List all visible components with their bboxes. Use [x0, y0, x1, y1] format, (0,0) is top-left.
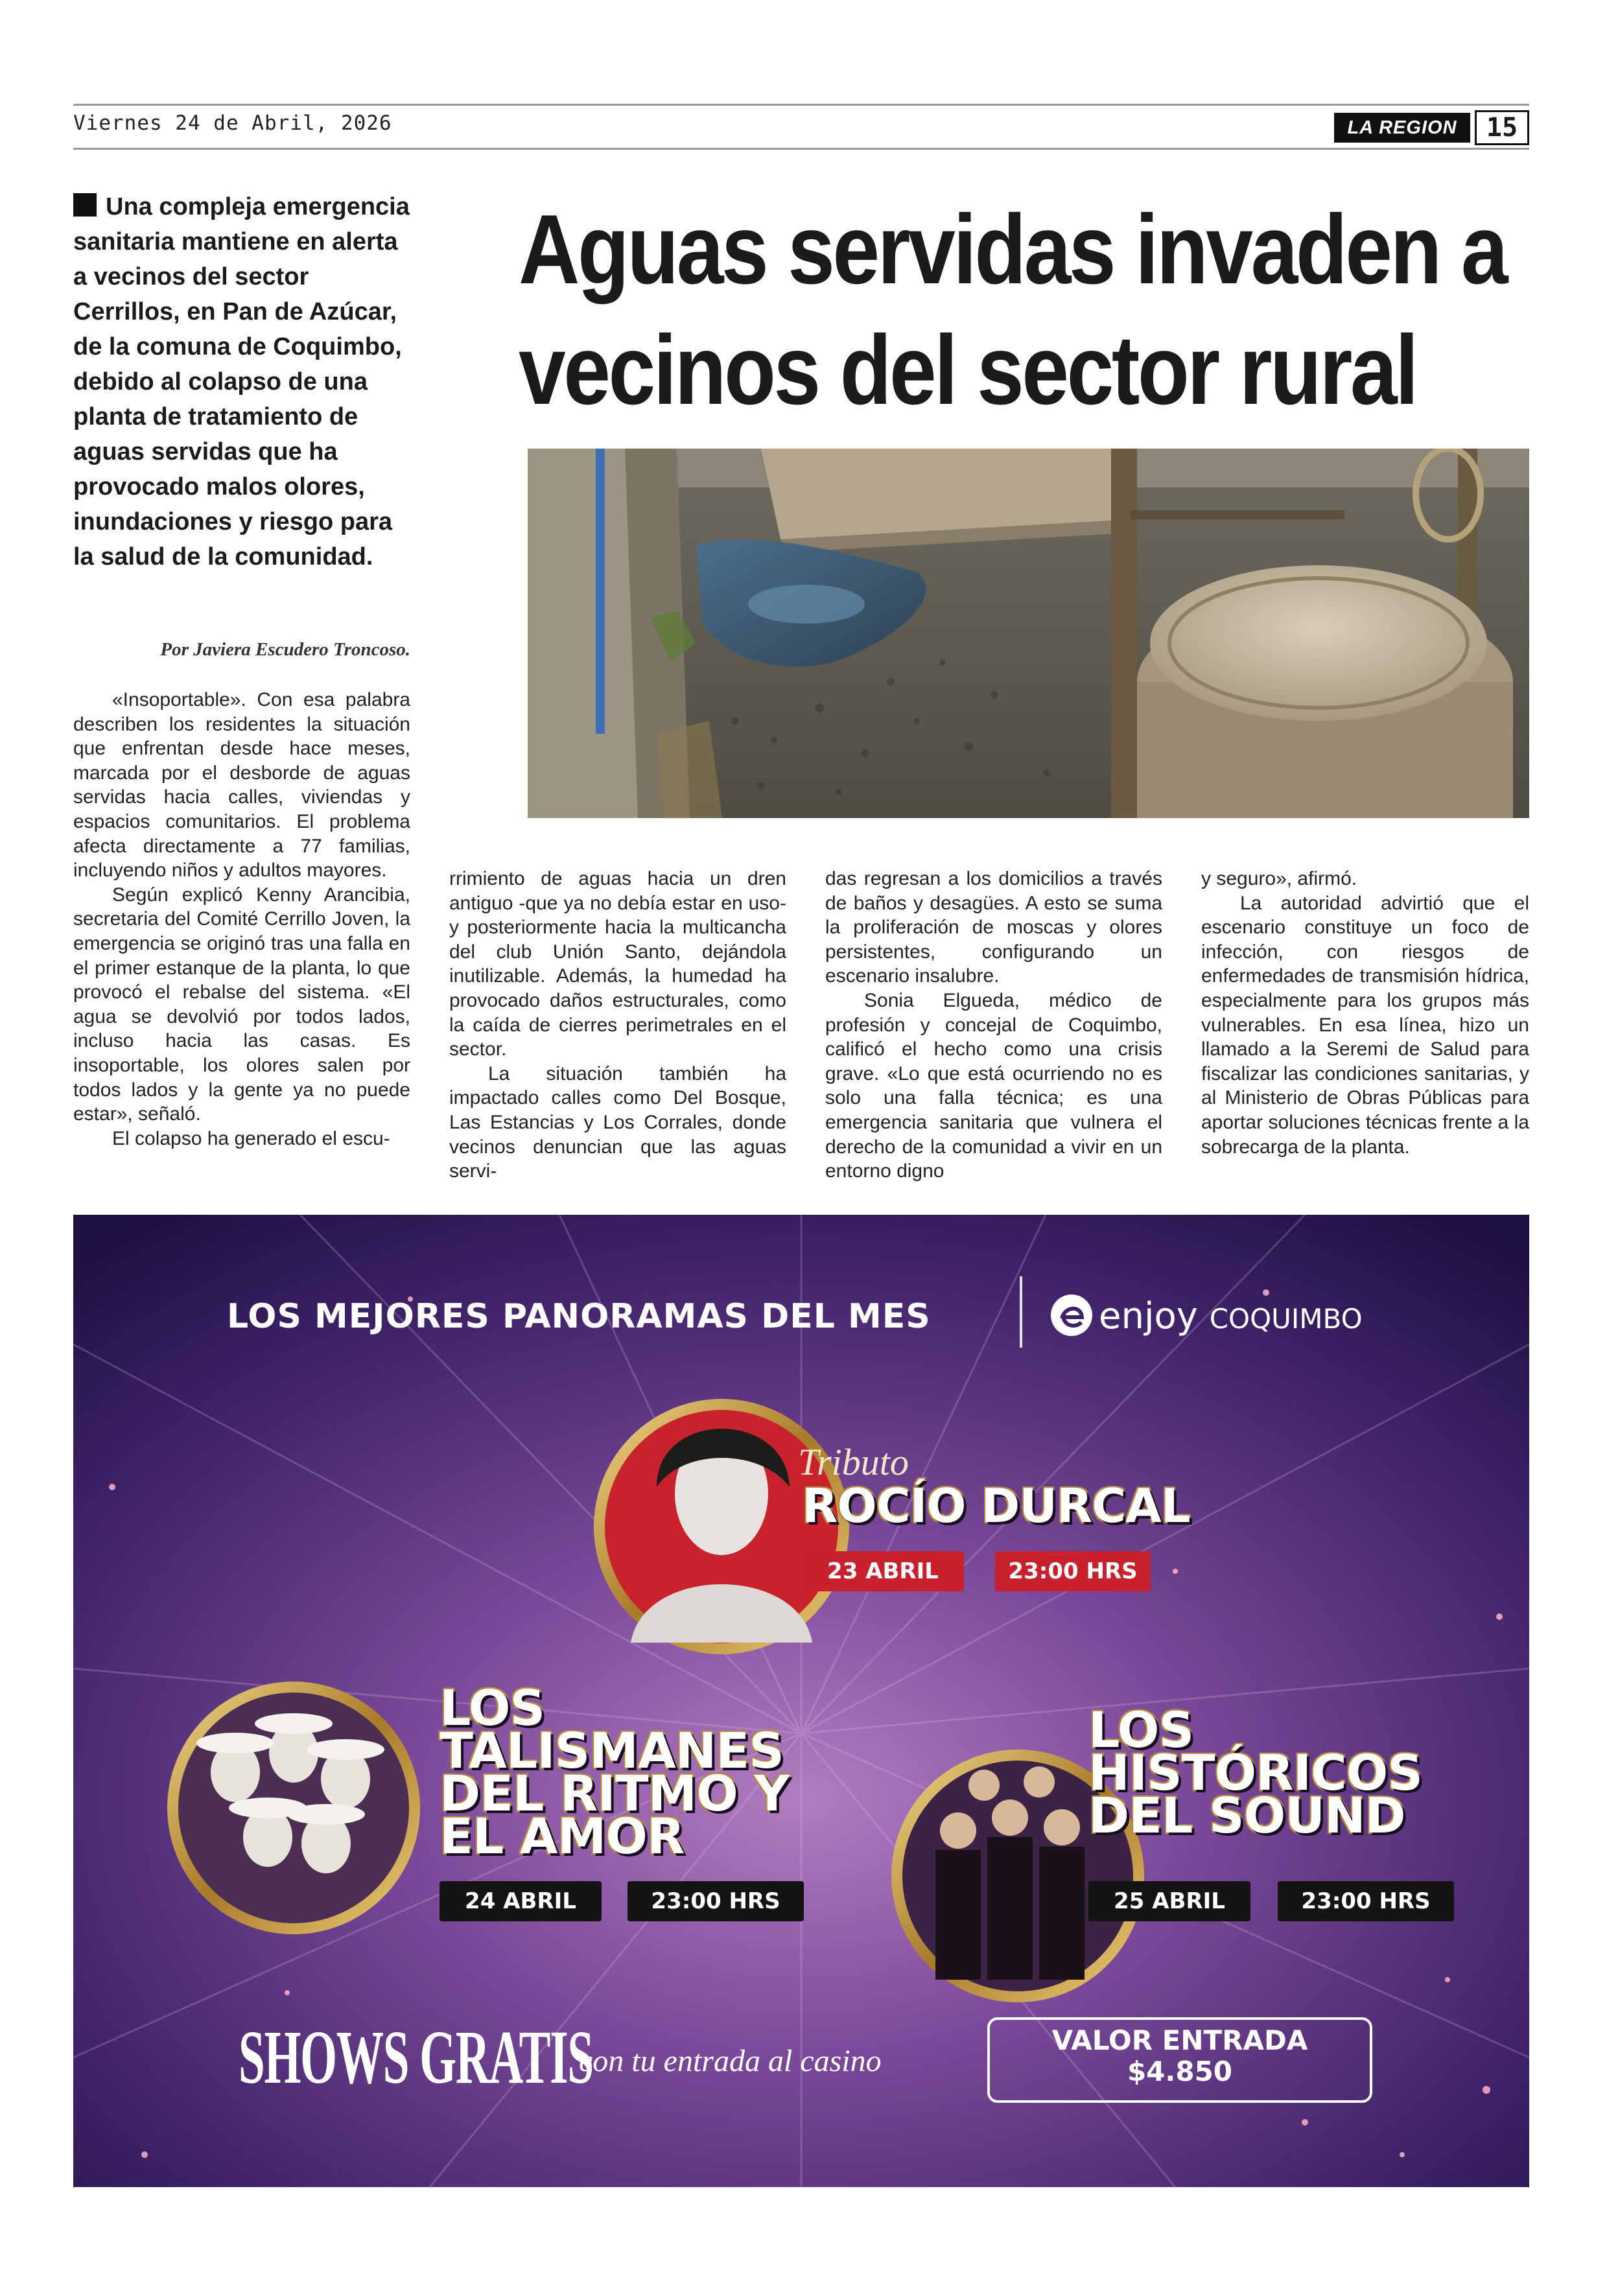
- header-top-rule: [73, 104, 1529, 106]
- show2-time-pill: 23:00 HRS: [628, 1881, 804, 1921]
- shows-gratis-label: SHOWS GRATIS: [239, 2015, 593, 2100]
- historicos-line: HISTÓRICOS: [1088, 1744, 1422, 1801]
- talismanes-title: [440, 1679, 790, 1865]
- enjoy-word: enjoy: [1099, 1295, 1198, 1337]
- show3-date-pill: 25 ABRIL: [1088, 1881, 1250, 1921]
- casino-tagline: con tu entrada al casino: [579, 2044, 882, 2078]
- rocio-durcal-title: ROCÍO DURCAL: [802, 1479, 1190, 1533]
- headline-line-1: Aguas servidas invaden a: [519, 194, 1507, 305]
- ad-title: LOS MEJORES PANORAMAS DEL MES: [227, 1297, 931, 1336]
- sewage-tank-photo: [528, 449, 1529, 818]
- talismanes-line: EL AMOR: [440, 1807, 685, 1865]
- article-column-2: [449, 867, 786, 1184]
- historicos-line: DEL SOUND: [1088, 1786, 1405, 1844]
- header-bottom-rule: [73, 148, 1529, 150]
- col3-paragraph: Sonia Elgueda, médico de profesión y concejal de Coquimbo, calificó el hecho como una crisis grave. «Lo que está ocurriendo no es solo una falla técnica; es una emergencia sanitaria que vulnera el derecho de la comunidad a vivir en un entorno digno: [825, 989, 1162, 1182]
- article-photo: [528, 449, 1529, 818]
- article-column-1: [73, 688, 410, 1151]
- show1-date-pill: 23 ABRIL: [802, 1551, 964, 1591]
- enjoy-logo-text: [1099, 1295, 1363, 1337]
- col1-paragraph: Según explicó Kenny Arancibia, secretaria del Comité Cerrillo Joven, la emergencia se originó tras una falla en el primer estanque de la planta, lo que provocó el rebalse del sistema. «El agua se devolvió por todos lados, incluso hacia las casas. Es insoportable, los olores salen por todos lados y la gente ya no puede estar», señaló.: [73, 884, 410, 1125]
- col1-paragraph: El colapso ha generado el escu-: [112, 1127, 390, 1149]
- article-byline: Por Javiera Escudero Troncoso.: [160, 639, 410, 660]
- price-label: VALOR ENTRADA: [1051, 2024, 1308, 2056]
- page-number: 15: [1475, 110, 1529, 145]
- show1-time-pill: 23:00 HRS: [995, 1551, 1151, 1591]
- talismanes-line: TALISMANES: [440, 1722, 784, 1779]
- talismanes-line: DEL RITMO Y: [440, 1764, 790, 1822]
- show3-time-pill: 23:00 HRS: [1278, 1881, 1454, 1921]
- tribute-label: Tributo: [798, 1441, 909, 1483]
- newspaper-logo: LA REGION: [1334, 113, 1470, 143]
- headline-line-2: vecinos del sector rural: [519, 315, 1417, 425]
- show2-date-pill: 24 ABRIL: [440, 1881, 602, 1921]
- article-column-4: [1201, 867, 1529, 1159]
- enjoy-coquimbo-advertisement[interactable]: [73, 1215, 1529, 2187]
- col4-paragraph: La autoridad advirtió que el escenario constituye un foco de infección, con riesgos de enfermedades de transmisión hídrica, especialmente para los grupos más vulnerables. En esa línea, hizo un llamado a la Seremi de Salud para fiscalizar las condiciones sanitarias, y al Ministerio de Obras Públicas para aportar soluciones técnicas frente a la sobrecarga de la planta.: [1201, 892, 1529, 1158]
- price-value: $4.850: [1127, 2056, 1233, 2087]
- col4-paragraph: y seguro», afirmó.: [1201, 868, 1357, 889]
- historicos-title: [1088, 1701, 1422, 1844]
- ticket-price-box[interactable]: [989, 2025, 1371, 2087]
- coquimbo-word: COQUIMBO: [1209, 1303, 1363, 1335]
- lead-text: Una compleja emergencia sanitaria mantiene en alerta a vecinos del sector Cerrillos, en Pan de Azúcar, de la comuna de Coquimbo, debido al colapso de una planta de tratamiento de aguas servidas que ha provocado malos olores, inundaciones y riesgo para la salud de la comunidad.: [73, 193, 410, 570]
- col1-paragraph: «Insoportable». Con esa palabra describen los residentes la situación que enfrentan desde hace meses, marcada por el desborde de aguas servidas hacia calles, viviendas y espacios comunitarios. El problema afecta directamente a 77 familias, incluyendo niños y adultos mayores.: [73, 689, 410, 882]
- col2-paragraph: rrimiento de aguas hacia un dren antiguo -que ya no debía estar en uso- y posteriormente hacia la multicancha del club Unión Santo, dejándola inutilizable. Además, la humedad ha provocado daños estructurales, como la caída de cierres perimetrales en el sector.: [449, 868, 786, 1060]
- col2-paragraph: La situación también ha impactado calles como Del Bosque, Las Estancias y Los Corrales, donde vecinos denuncian que las aguas servi-: [449, 1062, 786, 1182]
- article-headline: [519, 189, 1522, 430]
- lead-square-icon: [73, 193, 97, 217]
- talismanes-line: LOS: [440, 1679, 545, 1737]
- article-column-3: [825, 867, 1162, 1184]
- article-lead: [73, 189, 410, 574]
- issue-date: Viernes 24 de Abril, 2026: [73, 111, 392, 135]
- col3-paragraph: das regresan a los domicilios a través de baños y desagües. A esto se suma la proliferación de moscas y olores persistentes, configurando un escenario insalubre.: [825, 868, 1162, 987]
- historicos-line: LOS: [1088, 1701, 1194, 1759]
